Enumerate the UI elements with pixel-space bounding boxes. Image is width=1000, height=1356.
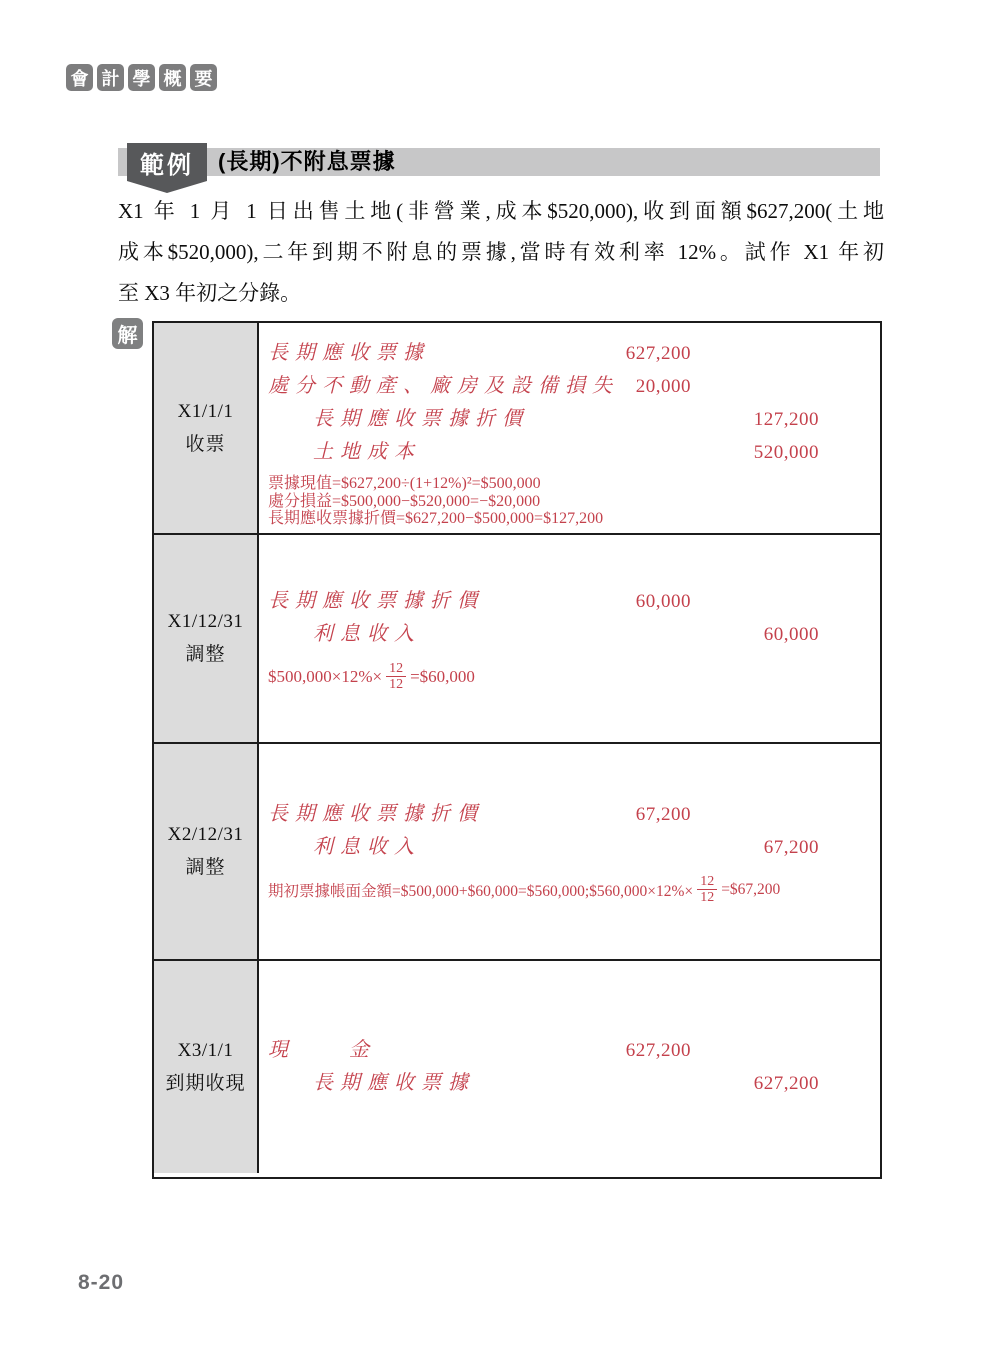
- fraction-denominator: 12: [700, 890, 715, 905]
- example-title: (長期)不附息票據: [218, 149, 396, 174]
- journal-line: [259, 403, 880, 436]
- calculation-notes: [259, 475, 880, 528]
- solution-marker: 解: [112, 318, 143, 349]
- entry-date: X2/12/31: [167, 824, 244, 845]
- journal-line: [259, 798, 880, 831]
- entry-date-cell: [154, 535, 259, 742]
- fraction-numerator: 12: [697, 874, 717, 890]
- entry-date: X1/1/1: [177, 400, 234, 422]
- logo-char: 要: [190, 64, 217, 91]
- debit-amount: 60,000: [635, 591, 691, 612]
- formula-text: 期初票據帳面金額=$500,000+$60,000=$560,000;$560,000×12%×: [268, 882, 694, 900]
- account-name: 土地成本: [313, 441, 421, 463]
- book-logo: [66, 64, 217, 91]
- journal-line: [259, 618, 880, 651]
- credit-amount: 67,200: [763, 837, 819, 858]
- logo-char: 學: [128, 64, 155, 91]
- example-badge-label: 範例: [140, 151, 194, 179]
- account-name: 利息收入: [313, 623, 421, 645]
- journal-line: [259, 1067, 880, 1100]
- journal-line: [259, 337, 880, 370]
- example-banner: [118, 148, 880, 179]
- logo-char: 計: [97, 64, 124, 91]
- journal-line: [259, 436, 880, 469]
- calculation-note: 處分損益=$500,000−$520,000=−$20,000: [268, 492, 541, 510]
- problem-line: 至 X3 年初之分錄。: [118, 281, 302, 305]
- fraction: [697, 874, 717, 905]
- formula-text: =$60,000: [410, 666, 475, 686]
- journal-line: [259, 1034, 880, 1067]
- entry-action: 到期收現: [165, 1072, 246, 1094]
- debit-amount: 20,000: [635, 376, 691, 397]
- calculation-note: 長期應收票據折價=$627,200−$500,000=$127,200: [268, 510, 604, 527]
- entry-date-cell: [154, 961, 259, 1173]
- debit-amount: 67,200: [635, 804, 691, 825]
- account-name: 長期應收票據: [268, 342, 430, 364]
- fraction-denominator: 12: [389, 677, 404, 692]
- journal-table: [152, 321, 882, 1179]
- journal-line: [259, 370, 880, 403]
- account-name: 長期應收票據折價: [313, 408, 529, 430]
- fraction: [386, 661, 406, 692]
- credit-amount: 520,000: [753, 442, 819, 463]
- journal-entry-cell: [259, 535, 880, 742]
- entry-date: X1/12/31: [167, 611, 244, 632]
- calculation-formula: [259, 661, 880, 692]
- journal-entry-cell: [259, 961, 880, 1173]
- calculation-note: 票據現值=$627,200÷(1+12%)²=$500,000: [268, 475, 541, 492]
- journal-line: [259, 585, 880, 618]
- account-name: 處分不動產、廠房及設備損失: [268, 375, 619, 397]
- table-row-x1-12-31: [154, 535, 880, 744]
- problem-line: X1 年 1 月 1 日出售土地(非營業,成本$520,000),收到面額$627,200(土地: [118, 199, 884, 223]
- table-row-x2-12-31: [154, 744, 880, 961]
- journal-entry-cell: [259, 744, 880, 959]
- calculation-formula: [259, 874, 880, 905]
- problem-statement: [118, 191, 884, 314]
- entry-action: 調整: [185, 644, 226, 665]
- formula-text: $500,000×12%×: [268, 666, 383, 686]
- logo-char: 概: [159, 64, 186, 91]
- account-name: 利息收入: [313, 836, 421, 858]
- logo-char: 會: [66, 64, 93, 91]
- account-name: 長期應收票據折價: [268, 590, 484, 612]
- account-name: 長期應收票據折價: [268, 803, 484, 825]
- journal-entry-cell: [259, 323, 880, 533]
- problem-line: 成本$520,000),二年到期不附息的票據,當時有效利率 12%。試作 X1 年初: [118, 240, 884, 264]
- entry-action: 收票: [185, 433, 226, 455]
- entry-date-cell: [154, 744, 259, 959]
- journal-line: [259, 831, 880, 864]
- example-badge: [127, 143, 207, 181]
- credit-amount: 60,000: [763, 624, 819, 645]
- fraction-numerator: 12: [386, 661, 406, 677]
- credit-amount: 127,200: [753, 409, 819, 430]
- formula-text: =$67,200: [721, 880, 781, 898]
- debit-amount: 627,200: [625, 1040, 691, 1061]
- entry-date: X3/1/1: [177, 1039, 234, 1061]
- table-row-x1-1-1: [154, 323, 880, 535]
- debit-amount: 627,200: [625, 343, 691, 364]
- entry-date-cell: [154, 323, 259, 533]
- table-row-x3-1-1: [154, 961, 880, 1173]
- entry-action: 調整: [185, 857, 226, 878]
- page-number: 8-20: [78, 1271, 125, 1294]
- account-name: 現 金: [268, 1039, 376, 1061]
- account-name: 長期應收票據: [313, 1072, 475, 1094]
- credit-amount: 627,200: [753, 1073, 819, 1094]
